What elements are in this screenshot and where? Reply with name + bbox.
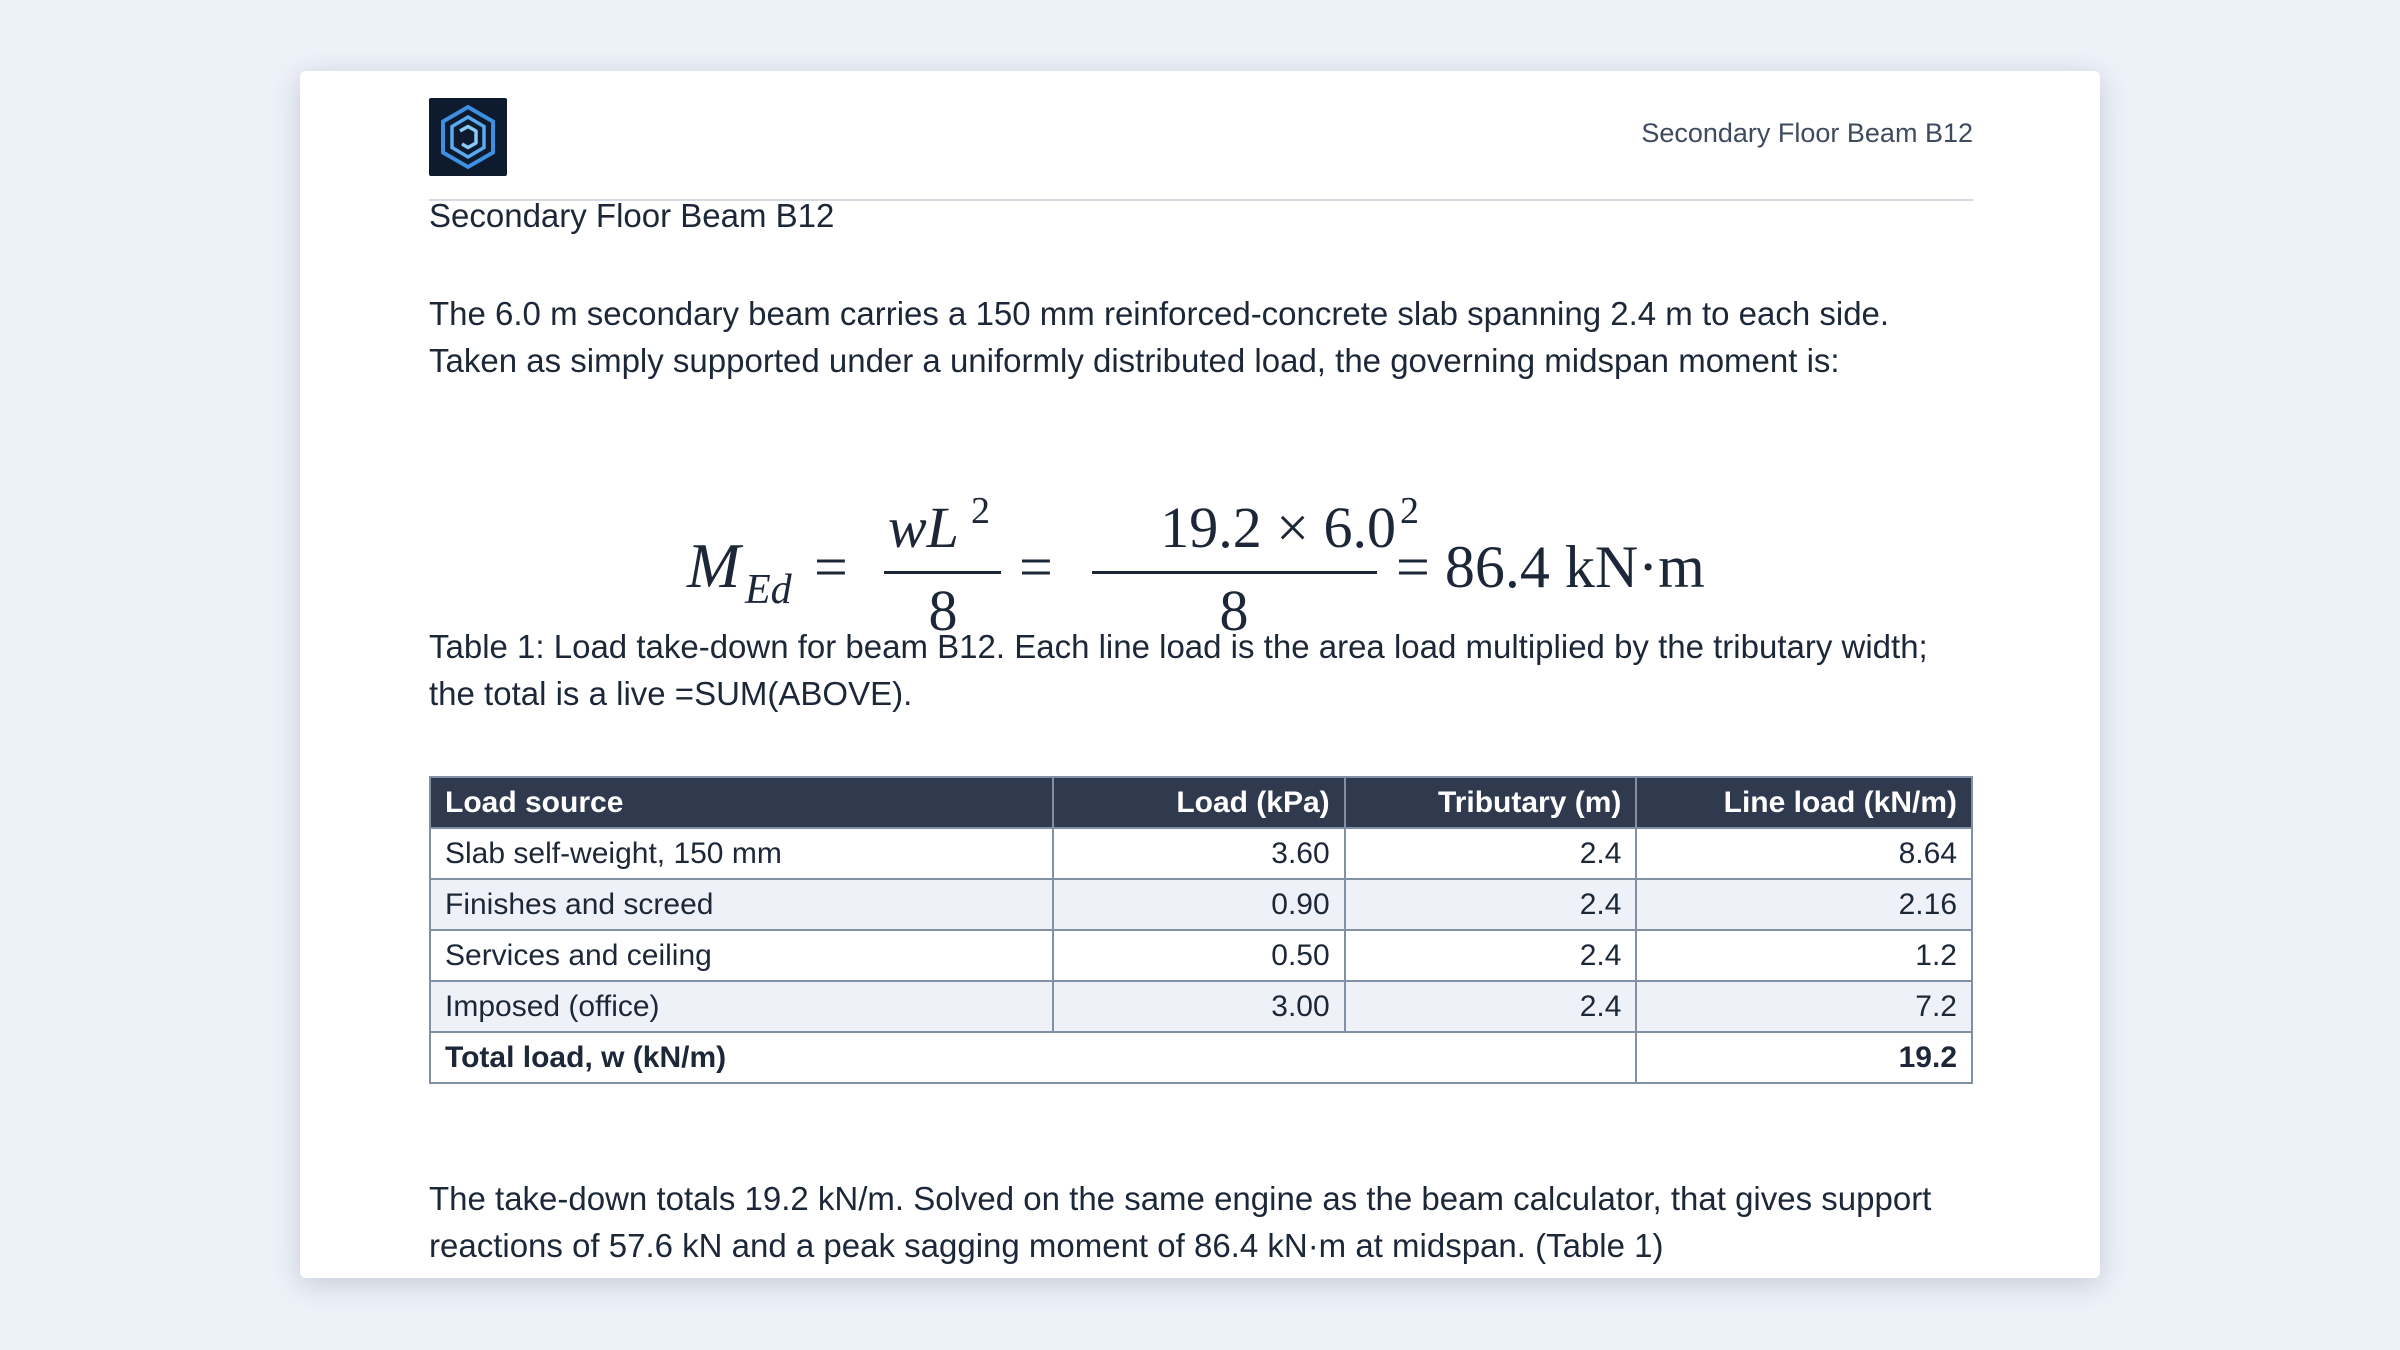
- cell-load-source: Imposed (office): [430, 981, 1053, 1032]
- table-header-row: [430, 777, 1972, 828]
- table-total-row: [430, 1032, 1972, 1083]
- company-logo: [429, 98, 507, 176]
- header-load-kpa: Load (kPa): [1053, 777, 1345, 828]
- conclusion-paragraph: The take-down totals 19.2 kN/m. Solved on the same engine as the beam calculator, that gives support reactions of 57.6 kN and a peak sagging moment of 86.4 kN·m at midspan. (Table 1): [429, 1180, 1932, 1264]
- equation-lhs-subscript: Ed: [745, 567, 792, 613]
- fraction1-denominator: 8: [928, 578, 958, 643]
- hexagon-spiral-logo-icon: [429, 98, 507, 176]
- load-takedown-table: [429, 776, 1973, 1084]
- equation-lhs: M: [687, 530, 741, 601]
- equals-sign-2: =: [1019, 534, 1053, 600]
- equation-result: = 86.4 kN·m: [1396, 534, 1705, 600]
- cell-tributary: 2.4: [1345, 828, 1637, 879]
- fraction2-bar: [1092, 571, 1377, 574]
- cell-load-source: Finishes and screed: [430, 879, 1053, 930]
- cell-load-source: Services and ceiling: [430, 930, 1053, 981]
- table-row: [430, 879, 1972, 930]
- table-row: [430, 981, 1972, 1032]
- document-title: Secondary Floor Beam B12: [429, 197, 835, 234]
- cell-load-kpa: 0.90: [1053, 879, 1345, 930]
- cell-tributary: 2.4: [1345, 930, 1637, 981]
- header-tributary: Tributary (m): [1345, 777, 1637, 828]
- moment-equation: [429, 421, 1973, 651]
- table-row: [430, 930, 1972, 981]
- fraction2-denominator: 8: [1219, 578, 1249, 643]
- fraction1-numerator: wL: [888, 495, 959, 560]
- cell-line-load: 7.2: [1636, 981, 1972, 1032]
- table-row: [430, 828, 1972, 879]
- cell-tributary: 2.4: [1345, 981, 1637, 1032]
- equals-sign-1: =: [814, 534, 848, 600]
- cell-line-load: 1.2: [1636, 930, 1972, 981]
- header-line-load: Line load (kN/m): [1636, 777, 1972, 828]
- cell-load-kpa: 3.00: [1053, 981, 1345, 1032]
- cell-load-kpa: 0.50: [1053, 930, 1345, 981]
- intro-paragraph: The 6.0 m secondary beam carries a 150 mm reinforced-concrete slab spanning 2.4 m to each side. Taken as simply supported under a uniformly distributed load, the governing midspan moment is:: [429, 295, 1890, 379]
- total-load-label: Total load, w (kN/m): [430, 1032, 1636, 1083]
- fraction2-exponent: 2: [1400, 490, 1419, 532]
- cell-load-source: Slab self-weight, 150 mm: [430, 828, 1053, 879]
- header-load-source: Load source: [430, 777, 1053, 828]
- fraction1-exponent: 2: [971, 490, 990, 532]
- total-load-value: 19.2: [1636, 1032, 1972, 1083]
- running-header-title: Secondary Floor Beam B12: [1641, 118, 1973, 148]
- fraction2-numerator: 19.2 × 6.0: [1160, 495, 1396, 560]
- cell-tributary: 2.4: [1345, 879, 1637, 930]
- table-caption: Table 1: Load take-down for beam B12. Each line load is the area load multiplied by the tributary width; the total is a live =SUM(ABOVE).: [429, 628, 1928, 712]
- cell-load-kpa: 3.60: [1053, 828, 1345, 879]
- cell-line-load: 2.16: [1636, 879, 1972, 930]
- cell-line-load: 8.64: [1636, 828, 1972, 879]
- document-page: [300, 71, 2100, 1278]
- fraction1-bar: [884, 571, 1001, 574]
